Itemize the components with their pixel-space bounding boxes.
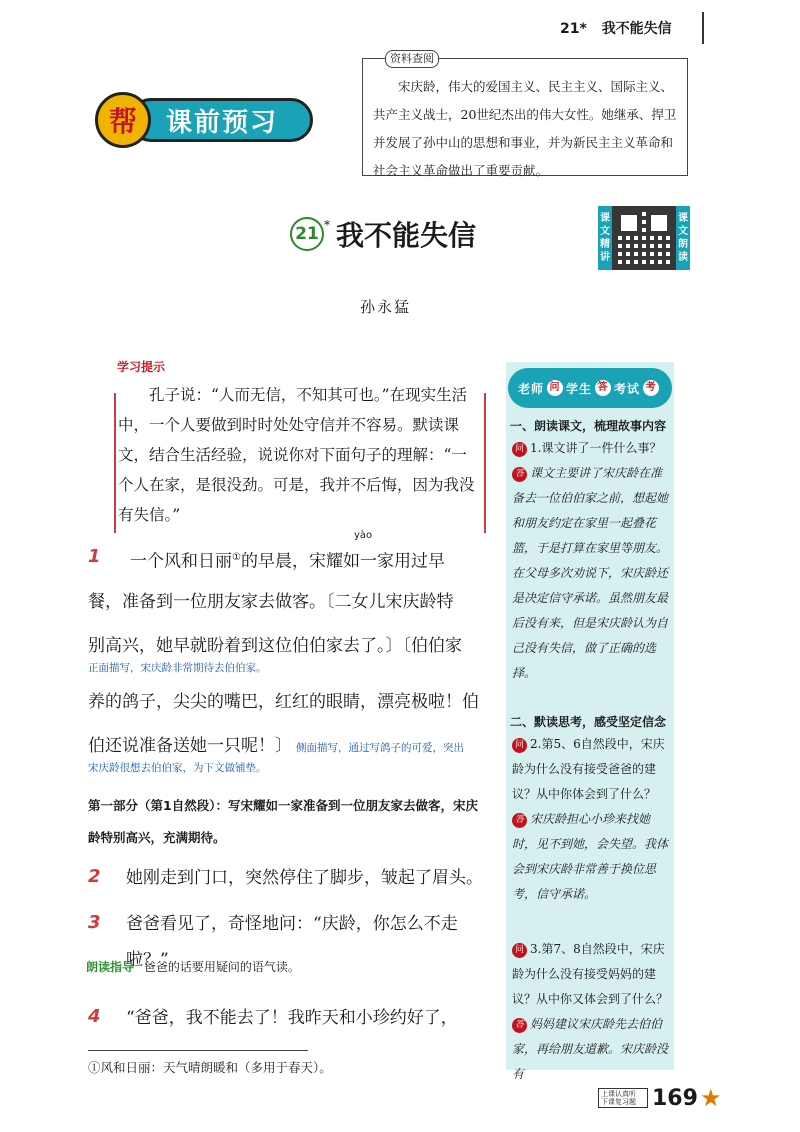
annotation-note: 宋庆龄很想去伯伯家，为下文做铺垫。 bbox=[88, 762, 267, 774]
banner-badge-icon: 帮 bbox=[95, 92, 151, 148]
paragraph-number: 3 bbox=[88, 912, 101, 933]
paragraph-1-line-3: 别高兴，她早就盼着到这位伯伯家去了。〕〔伯伯家 bbox=[88, 636, 462, 656]
qr-right-label: 课文朗读 bbox=[676, 206, 690, 270]
lesson-title bbox=[290, 214, 476, 254]
star-mascot-icon: ★ bbox=[699, 1084, 722, 1112]
page-number: 169 bbox=[652, 1085, 698, 1111]
answer-1-text: 课文主要讲了宋庆龄在准备去一位伯伯家之前，想起她和朋友约定在家里一起叠花篮，于是打算在家里等朋友。在父母多次劝说下，宋庆龄还是决定信守承诺。虽然朋友最后没有来，但是宋庆龄认为自己没有失信，做了正确的选择。 bbox=[512, 466, 669, 680]
annotation-note: 正面描写，宋庆龄非常期待去伯伯家。 bbox=[88, 662, 267, 674]
paragraph-4: “爸爸，我不能去了！我昨天和小珍约好了， bbox=[126, 1008, 458, 1028]
header-teacher: 老师 bbox=[517, 381, 544, 396]
paragraph-1-line-4: 养的鸽子，尖尖的嘴巴，红红的眼睛，漂亮极啦！伯 bbox=[88, 692, 479, 712]
part-summary: 第一部分（第1自然段）：写宋耀如一家准备到一位朋友家去做客，宋庆龄特别高兴，充满期待。 bbox=[88, 798, 478, 845]
answer-badge-icon: 答 bbox=[512, 1018, 527, 1033]
resource-tag: 资料查阅 bbox=[385, 50, 439, 68]
answer-bubble-icon: 答 bbox=[595, 380, 611, 396]
qa-sidebar bbox=[506, 362, 674, 1081]
answer-3 bbox=[506, 1012, 674, 1087]
question-badge-icon: 问 bbox=[512, 738, 527, 753]
footnote-divider bbox=[88, 1050, 308, 1051]
study-tip-text: 孔子说：“人而无信，不知其可也。”在现实生活中，一个人要做到时时处处守信并不容易。默读课文，结合生活经验，说说你对下面句子的理解：“一个人在家，是很没劲。可是，我并不后悔，因为我没有失信。” bbox=[118, 386, 475, 524]
page-number-block bbox=[598, 1084, 721, 1112]
sidebar-section-1: 一、朗读课文，梳理故事内容 bbox=[510, 419, 667, 433]
reading-guide-text: 爸爸的话要用疑问的语气读。 bbox=[143, 960, 300, 974]
page-slogan-bottom: 下课复习题 bbox=[601, 1098, 636, 1106]
running-header bbox=[560, 18, 700, 38]
running-lesson-number: 21* bbox=[560, 21, 587, 37]
study-tip-bar-right bbox=[484, 393, 486, 533]
sidebar-header bbox=[508, 368, 672, 408]
page-slogan-top: 上课认真听 bbox=[601, 1090, 636, 1098]
question-3 bbox=[506, 937, 674, 1012]
paragraph-2: 她刚走到门口，突然停住了脚步，皱起了眉头。 bbox=[126, 868, 483, 888]
question-2-text: 2.第5、6自然段中，宋庆龄为什么没有接受爸爸的建议？从中你体会到了什么？ bbox=[512, 737, 665, 801]
paragraph-number: 1 bbox=[88, 546, 101, 567]
page-slogan bbox=[598, 1088, 648, 1108]
paragraph-1-line-5: 伯还说准备送她一只呢！〕 bbox=[88, 736, 292, 756]
preview-banner bbox=[95, 92, 313, 148]
p1-text-a: 一个风和日丽 bbox=[130, 551, 232, 572]
lesson-title-text: 我不能失信 bbox=[336, 219, 477, 252]
question-1 bbox=[506, 436, 674, 461]
answer-2-text: 宋庆龄担心小珍来找她时，见不到她，会失望。我体会到宋庆龄非常善于换位思考，信守承诺。 bbox=[512, 812, 669, 901]
paragraph-1-line-1 bbox=[88, 540, 488, 580]
reading-guide bbox=[86, 958, 300, 975]
question-3-text: 3.第7、8自然段中，宋庆龄为什么没有接受妈妈的建议？从中你又体会到了什么？ bbox=[512, 942, 669, 1006]
answer-3-text: 妈妈建议宋庆龄先去伯伯家，再给朋友道歉。宋庆龄没有 bbox=[512, 1017, 669, 1081]
header-student: 学生 bbox=[565, 381, 592, 396]
paragraph-number: 4 bbox=[88, 1006, 101, 1027]
qr-code-block[interactable] bbox=[598, 206, 690, 270]
footnote-mark[interactable]: ① bbox=[232, 552, 241, 563]
answer-1 bbox=[506, 461, 674, 686]
header-exam: 考试 bbox=[614, 381, 641, 396]
header-divider bbox=[702, 12, 704, 44]
resource-text: 宋庆龄，伟大的爱国主义、民主主义、国际主义、共产主义战士，20世纪杰出的伟大女性。她继承、捍卫并发展了孙中山的思想和事业，并为新民主主义革命和社会主义革命做出了重要贡献。 bbox=[373, 79, 677, 178]
qr-left-label: 课文精讲 bbox=[598, 206, 612, 270]
study-tip-bar-left bbox=[114, 393, 116, 533]
qr-code-icon[interactable] bbox=[612, 206, 676, 270]
author: 孙永猛 bbox=[360, 298, 412, 316]
exam-bubble-icon: 考 bbox=[643, 380, 659, 396]
study-tip-label: 学习提示 bbox=[117, 360, 166, 374]
lesson-number-badge: 21 bbox=[290, 217, 324, 251]
question-badge-icon: 问 bbox=[512, 442, 527, 457]
reading-guide-label: 朗读指导 bbox=[86, 960, 135, 974]
answer-2 bbox=[506, 807, 674, 907]
banner-label: 课前预习 bbox=[129, 98, 313, 142]
answer-badge-icon: 答 bbox=[512, 467, 527, 482]
paragraph-1-line-2: 餐，准备到一位朋友家去做客。〔二女儿宋庆龄特 bbox=[88, 592, 454, 612]
sidebar-section-2: 二、默读思考，感受坚定信念 bbox=[510, 715, 667, 729]
annotation-note: 侧面描写，通过写鸽子的可爱，突出 bbox=[296, 742, 464, 754]
paragraph-number: 2 bbox=[88, 866, 101, 887]
running-lesson-title: 我不能失信 bbox=[601, 21, 672, 37]
lesson-star: * bbox=[324, 218, 330, 232]
question-badge-icon: 问 bbox=[512, 943, 527, 958]
p1-text-b: 的早晨，宋耀如一家用过早 bbox=[240, 551, 445, 572]
pinyin-annotation: yào bbox=[354, 530, 373, 541]
question-1-text: 1.课文讲了一件什么事？ bbox=[530, 441, 662, 455]
resource-box bbox=[362, 52, 688, 178]
footnote: ①风和日丽：天气晴朗暖和（多用于春天）。 bbox=[88, 1060, 332, 1075]
question-2 bbox=[506, 732, 674, 807]
paragraph-3: 爸爸看见了，奇怪地问：“庆龄，你怎么不走啦？” bbox=[126, 914, 458, 970]
answer-badge-icon: 答 bbox=[512, 813, 527, 828]
ask-bubble-icon: 问 bbox=[547, 380, 563, 396]
